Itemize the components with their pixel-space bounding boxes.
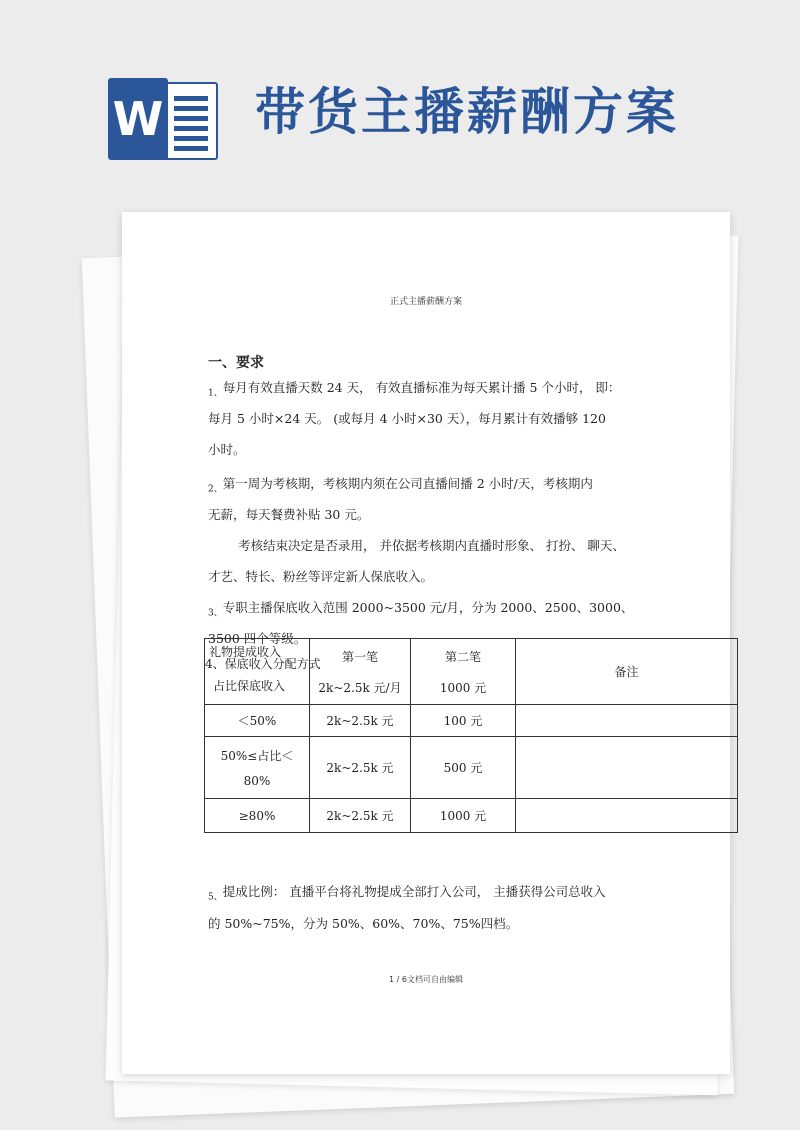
table-header-row bbox=[205, 639, 738, 705]
table-cell: 1000 元 bbox=[411, 799, 516, 833]
paragraph-line: 专职主播保底收入范围 2000~3500 元/月，分为 2000、2500、3000、 bbox=[222, 600, 634, 615]
cell-text: 50%≤占比＜ bbox=[220, 749, 294, 763]
header-text: 备注 bbox=[614, 665, 639, 679]
table-header-cell bbox=[516, 639, 738, 705]
header-text: 第二笔 bbox=[444, 649, 481, 664]
header-text: 4、保底收入分配方式 bbox=[205, 657, 321, 671]
table-row bbox=[205, 737, 738, 799]
table-cell: 2k~2.5k 元 bbox=[310, 705, 411, 737]
item-number: 3、 bbox=[208, 608, 223, 619]
table-cell: ＜50% bbox=[205, 705, 310, 737]
paragraph-line: 考核结束决定是否录用， 并依据考核期内直播时形象、 打扮、 聊天、 bbox=[238, 538, 625, 553]
table-row bbox=[205, 799, 738, 833]
paragraph-line: 每月 5 小时×24 天。 (或每月 4 小时×30 天），每月累计有效播够 120 bbox=[208, 411, 606, 426]
salary-table bbox=[204, 638, 738, 833]
header-text: 第一笔 bbox=[341, 649, 378, 664]
requirement-item-1 bbox=[208, 372, 648, 465]
document-page bbox=[122, 212, 730, 1074]
table-cell: 2k~2.5k 元 bbox=[310, 737, 411, 799]
paragraph-line: 第一周为考核期，考核期内须在公司直播间播 2 小时/天，考核期内 bbox=[222, 476, 593, 491]
section-heading: 一、要求 bbox=[208, 355, 264, 371]
banner-title: 带货主播薪酬方案 bbox=[255, 83, 679, 141]
paragraph-line: 3500 四个等级。 bbox=[208, 631, 307, 646]
table-cell bbox=[516, 705, 738, 737]
table-cell: 100 元 bbox=[411, 705, 516, 737]
paragraph-line: 每月有效直播天数 24 天， 有效直播标准为每天累计播 5 个小时， 即： bbox=[222, 380, 621, 395]
cell-text: 80% bbox=[243, 774, 271, 788]
header-text: 2k~2.5k 元/月 bbox=[318, 680, 402, 695]
table-cell: 500 元 bbox=[411, 737, 516, 799]
table-header-cell bbox=[310, 639, 411, 705]
word-logo-letter: W bbox=[108, 78, 168, 160]
paragraph-line: 才艺、特长、粉丝等评定新人保底收入。 bbox=[208, 569, 434, 584]
word-logo-icon bbox=[108, 78, 216, 160]
document-title: 正式主播薪酬方案 bbox=[389, 297, 462, 307]
requirement-item-5 bbox=[208, 876, 668, 940]
header-text: 1000 元 bbox=[439, 680, 487, 695]
item-number: 2、 bbox=[208, 484, 223, 495]
requirement-item-2 bbox=[208, 468, 648, 592]
page-footer: 1 / 6文档可自由编辑 bbox=[389, 975, 463, 984]
paragraph-line: 无薪，每天餐费补贴 30 元。 bbox=[208, 507, 370, 522]
table-row bbox=[205, 705, 738, 737]
banner bbox=[0, 0, 800, 200]
header-text: 礼物提成收入 bbox=[209, 645, 282, 659]
table-cell bbox=[205, 737, 310, 799]
table-cell bbox=[516, 799, 738, 833]
item-number: 1、 bbox=[208, 388, 223, 399]
header-text: 占比保底收入 bbox=[213, 679, 286, 693]
table-header-cell bbox=[205, 639, 321, 705]
table-cell: 2k~2.5k 元 bbox=[310, 799, 411, 833]
table-cell: ≥80% bbox=[205, 799, 310, 833]
paragraph-line: 提成比例： 直播平台将礼物提成全部打入公司， 主播获得公司总收入 bbox=[222, 884, 606, 899]
paragraph-line: 的 50%~75%，分为 50%、60%、70%、75%四档。 bbox=[208, 916, 519, 931]
table-header-cell bbox=[411, 639, 516, 705]
paragraph-line: 小时。 bbox=[208, 442, 246, 457]
item-number: 5、 bbox=[208, 892, 223, 903]
table-cell bbox=[516, 737, 738, 799]
